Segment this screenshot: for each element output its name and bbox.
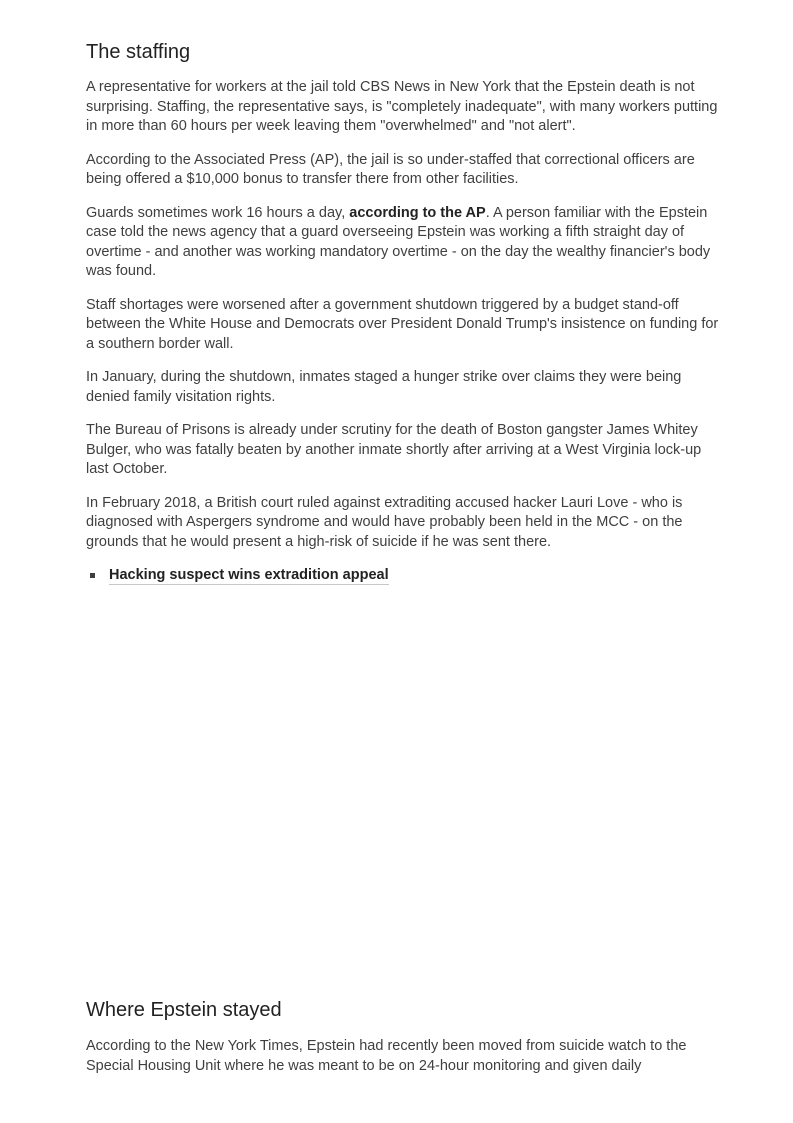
section-body-where-epstein-stayed [86,1037,722,1090]
hacking-suspect-extradition-link[interactable]: Hacking suspect wins extradition appeal [109,567,389,583]
section-heading-staffing: The staffing [86,41,191,63]
related-links-list [86,566,722,586]
section-body-staffing [86,78,722,586]
paragraph: According to the New York Times, Epstein had recently been moved from suicide watch to the Special Housing Unit where he was meant to be on 24-hour monitoring and given daily [86,1038,687,1074]
section-heading-where-epstein-stayed: Where Epstein stayed [86,999,282,1021]
paragraph: A representative for workers at the jail told CBS News in New York that the Epstein death is not surprising. Staffing, the representative says, is "completely inadequate", with many workers putting in more than 60 hours per week leaving them "overwhelmed" and "not alert". [86,79,718,134]
paragraph: The Bureau of Prisons is already under scrutiny for the death of Boston gangster James Whitey Bulger, who was fatally beaten by another inmate shortly after arriving at a West Virginia lock-up last October. [86,422,702,477]
square-bullet-icon [90,573,95,578]
paragraph: In January, during the shutdown, inmates staged a hunger strike over claims they were being denied family visitation rights. [86,369,682,405]
paragraph-text: Guards sometimes work 16 hours a day, [86,204,350,221]
related-link-item [86,566,722,586]
paragraph [86,204,722,282]
paragraph: In February 2018, a British court ruled against extraditing accused hacker Lauri Love - who is diagnosed with Aspergers syndrome and would have probably been held in the MCC - on the grounds that he would present a high-risk of suicide if he was sent there. [86,494,683,550]
paragraph-text: . A person familiar with the Epstein case told the news agency that a guard overseeing Epstein was working a fifth straight day of overtime - and another was working mandatory overtime - on the day the wealthy financier's body was found. [86,204,711,279]
according-to-ap-link[interactable]: according to the AP [349,204,486,221]
paragraph: Staff shortages were worsened after a government shutdown triggered by a budget stand-off between the White House and Democrats over President Donald Trump's insistence on funding for a southern border wall. [86,296,719,352]
paragraph: According to the Associated Press (AP), the jail is so under-staffed that correctional officers are being offered a $10,000 bonus to transfer there from other facilities. [86,151,695,187]
